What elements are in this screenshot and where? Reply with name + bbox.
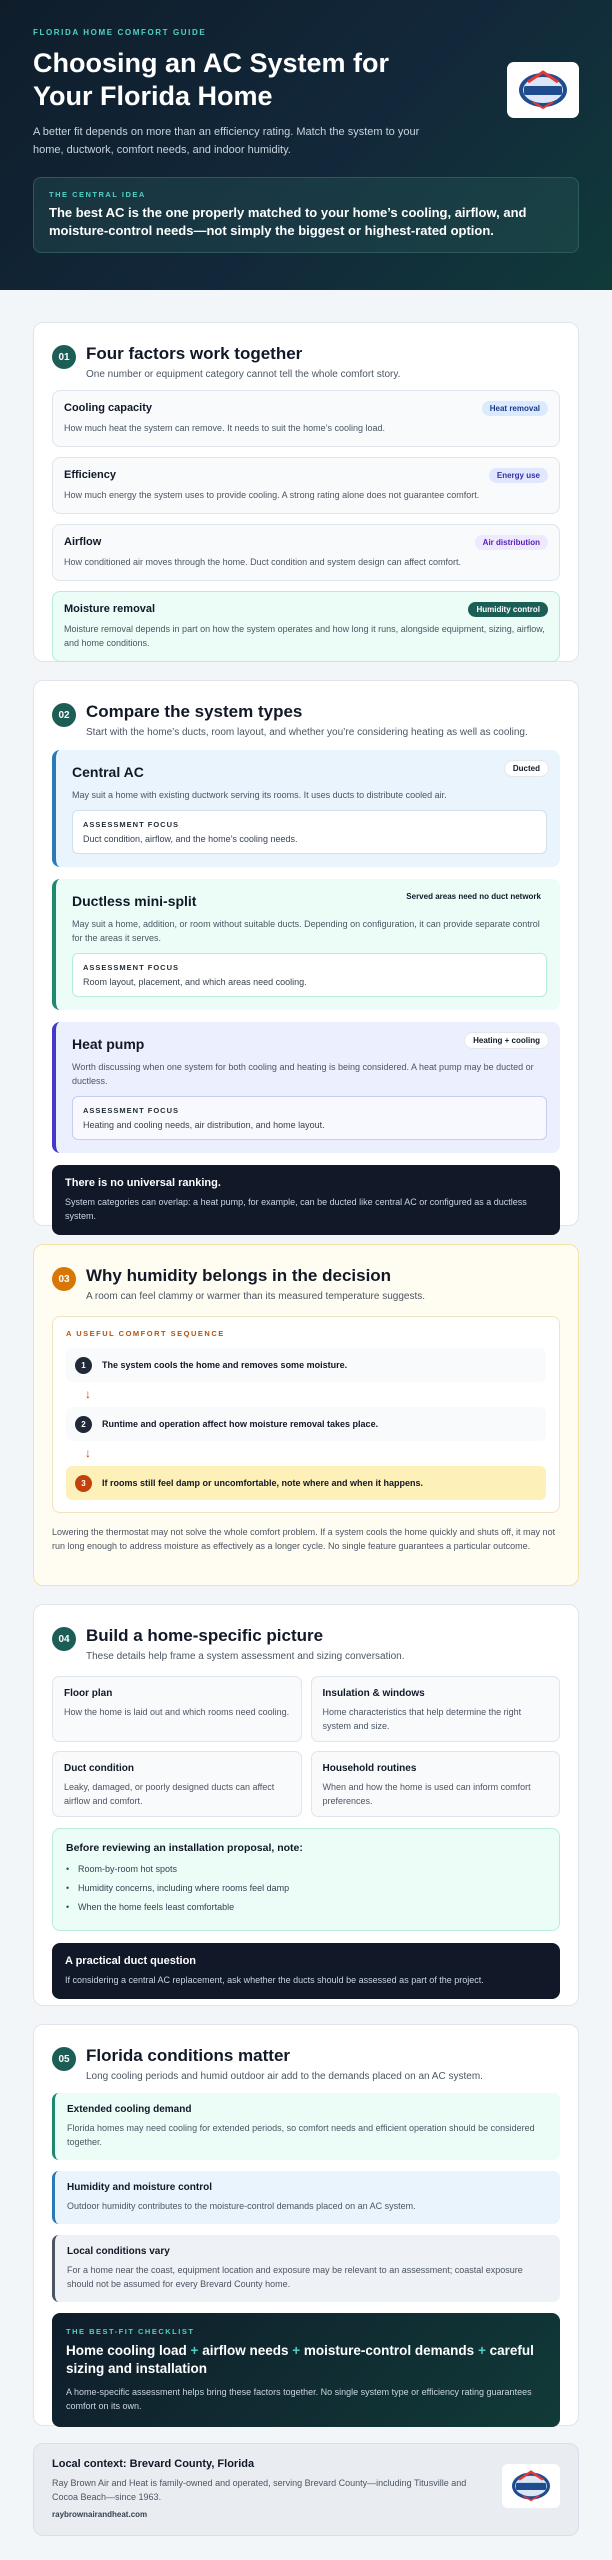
system-badge: Served areas need no duct network	[406, 892, 541, 901]
formula-term: airflow needs	[202, 2343, 289, 2358]
arrow-down-icon: ↓	[85, 1387, 91, 1401]
no-ranking-callout	[52, 1165, 560, 1235]
sequence-step-1	[66, 1348, 546, 1382]
section-home-picture	[33, 1604, 579, 2006]
focus-text: Room layout, placement, and which areas need cooling.	[83, 977, 307, 987]
checklist-item: • When the home feels least comfortable	[66, 1898, 546, 1917]
page-title: Choosing an AC System for Your Florida Home	[33, 48, 390, 111]
focus-text: Heating and cooling needs, air distribution, and home layout.	[83, 1120, 325, 1130]
factor-title: Cooling capacity	[64, 402, 153, 414]
system-ductless-mini-split	[52, 879, 560, 1010]
section-title: Florida conditions matter	[86, 2046, 291, 2065]
factor-title: Efficiency	[64, 469, 116, 481]
formula-term: careful sizing and installation	[66, 2343, 534, 2376]
plus-icon: +	[292, 2343, 301, 2358]
central-idea-text: The best AC is the one properly matched to your home’s cooling, airflow, and moisture-control needs—not simply the biggest or highest-rated option.	[49, 205, 527, 238]
condition-desc: For a home near the coast, equipment location and exposure may be relevant to an assessment; coastal exposure should not be assumed for every Brevard County home.	[67, 2265, 523, 2289]
sequence-label: A USEFUL COMFORT SEQUENCE	[66, 1329, 225, 1338]
focus-label: ASSESSMENT FOCUS	[83, 963, 180, 972]
checklist-item: • Humidity concerns, including where rooms feel damp	[66, 1879, 546, 1898]
detail-household-routines	[311, 1751, 561, 1817]
central-idea-box	[33, 177, 579, 253]
system-title: Central AC	[72, 764, 144, 780]
factor-title: Moisture removal	[64, 603, 156, 615]
callout-text: System categories can overlap: a heat pump, for example, can be ducted like central AC or configured as a ductless system.	[65, 1197, 527, 1221]
sequence-step-3	[66, 1466, 546, 1500]
formula-term: moisture-control demands	[303, 2343, 475, 2358]
section-header	[52, 2045, 560, 2082]
factor-title: Airflow	[64, 536, 102, 548]
detail-desc: How the home is laid out and which rooms need cooling.	[64, 1707, 290, 1717]
duct-question-callout	[52, 1943, 560, 1999]
detail-desc: When and how the home is used can inform comfort preferences.	[322, 1782, 531, 1806]
detail-desc: Home characteristics that help determine the right system and size.	[322, 1707, 522, 1731]
humidity-note: Lowering the thermostat may not solve the whole comfort problem. If a system cools the home quickly and shuts off, it may not run long enough to address moisture as effectively as a longer cycle. No single feature guarantees a particular outcome.	[52, 1527, 556, 1551]
system-title: Heat pump	[72, 1036, 145, 1052]
ray-brown-logo-icon	[514, 68, 572, 112]
section-header	[52, 1625, 560, 1662]
condition-local-variation	[52, 2235, 560, 2302]
comfort-sequence	[52, 1316, 560, 1513]
system-desc: May suit a home with existing ductwork serving its rooms. It uses ducts to distribute cooled air.	[72, 790, 447, 800]
section-subtitle: These details help frame a system assessment and sizing conversation.	[86, 1651, 405, 1662]
local-context-footer	[33, 2443, 579, 2536]
section-title: Build a home-specific picture	[86, 1626, 324, 1645]
section-subtitle: One number or equipment category cannot tell the whole comfort story.	[86, 369, 401, 380]
condition-title: Humidity and moisture control	[67, 2182, 213, 2193]
system-heat-pump	[52, 1022, 560, 1153]
step-number: 3	[75, 1475, 92, 1492]
best-fit-formula	[66, 2342, 546, 2378]
condition-desc: Outdoor humidity contributes to the moisture-control demands placed on an AC system.	[67, 2201, 416, 2211]
condition-desc: Florida homes may need cooling for extended periods, so comfort needs and efficient operation should be considered together.	[67, 2123, 535, 2147]
checklist-item: • Room-by-room hot spots	[66, 1860, 546, 1879]
factor-cooling-capacity	[52, 390, 560, 447]
ray-brown-logo-icon	[508, 2468, 554, 2504]
section-title: Compare the system types	[86, 702, 303, 721]
condition-title: Extended cooling demand	[67, 2104, 192, 2115]
plus-icon: +	[477, 2343, 486, 2358]
section-number: 01	[52, 345, 76, 369]
footer-website-link[interactable]: raybrownairandheat.com	[52, 2510, 148, 2519]
section-number: 04	[52, 1627, 76, 1651]
focus-text: Duct condition, airflow, and the home’s cooling needs.	[83, 834, 298, 844]
system-central-ac	[52, 750, 560, 867]
section-subtitle: A room can feel clammy or warmer than its measured temperature suggests.	[86, 1291, 426, 1302]
step-text: The system cools the home and removes some moisture.	[102, 1360, 348, 1370]
condition-extended-cooling	[52, 2093, 560, 2160]
section-florida-conditions	[33, 2024, 579, 2426]
callout-title: There is no universal ranking.	[65, 1177, 221, 1189]
checklist-title: Before reviewing an installation proposal, note:	[66, 1842, 303, 1854]
best-fit-label: THE BEST-FIT CHECKLIST	[66, 2327, 195, 2336]
condition-title: Local conditions vary	[67, 2246, 170, 2257]
checklist-items	[66, 1860, 546, 1917]
home-details-grid	[52, 1676, 560, 1817]
section-subtitle: Start with the home’s ducts, room layout, and whether you’re considering heating as well as cooling.	[86, 727, 528, 738]
section-subtitle: Long cooling periods and humid outdoor air add to the demands placed on an AC system.	[86, 2071, 483, 2082]
company-logo[interactable]	[507, 62, 579, 118]
step-number: 2	[75, 1416, 92, 1433]
best-fit-checklist	[52, 2313, 560, 2427]
hero-header	[0, 0, 612, 290]
factor-desc: How much heat the system can remove. It needs to suit the home’s cooling load.	[64, 423, 386, 433]
section-title: Four factors work together	[86, 344, 303, 363]
step-text: Runtime and operation affect how moisture removal takes place.	[102, 1419, 379, 1429]
factor-desc: How conditioned air moves through the home. Duct condition and system design can affect comfort.	[64, 557, 462, 567]
detail-desc: Leaky, damaged, or poorly designed ducts can affect airflow and comfort.	[64, 1782, 275, 1806]
step-text: If rooms still feel damp or uncomfortable, note where and when it happens.	[102, 1478, 424, 1488]
callout-title: A practical duct question	[65, 1955, 197, 1967]
header-kicker: FLORIDA HOME COMFORT GUIDE	[33, 28, 207, 37]
page-subtitle: A better fit depends on more than an efficiency rating. Match the system to your home, ductwork, comfort needs, and indoor humidity.	[33, 126, 420, 156]
detail-insulation-windows	[311, 1676, 561, 1742]
footer-desc: Ray Brown Air and Heat is family-owned and operated, serving Brevard County—including Titusville and Cocoa Beach—since 1963.	[52, 2478, 467, 2502]
detail-title: Duct condition	[64, 1763, 134, 1774]
factor-badge: Energy use	[489, 468, 548, 483]
detail-title: Floor plan	[64, 1688, 113, 1699]
section-four-factors	[33, 322, 579, 662]
assessment-focus	[72, 1096, 547, 1140]
sequence-step-2	[66, 1407, 546, 1441]
section-system-types	[33, 680, 579, 1226]
section-title: Why humidity belongs in the decision	[86, 1266, 392, 1285]
section-header	[52, 701, 560, 738]
detail-title: Insulation & windows	[322, 1688, 425, 1699]
factor-desc: How much energy the system uses to provide cooling. A strong rating alone does not guarantee comfort.	[64, 490, 480, 500]
factor-badge: Air distribution	[475, 535, 548, 550]
system-desc: Worth discussing when one system for both cooling and heating is being considered. A heat pump may be ducted or ductless.	[72, 1062, 534, 1086]
system-badge: Heating + cooling	[464, 1032, 549, 1049]
footer-logo[interactable]	[502, 2464, 560, 2508]
section-header	[52, 343, 560, 380]
system-title: Ductless mini-split	[72, 893, 197, 909]
section-number: 02	[52, 703, 76, 727]
arrow-down-icon: ↓	[85, 1446, 91, 1460]
formula-term: Home cooling load	[66, 2343, 187, 2358]
central-idea-label: THE CENTRAL IDEA	[49, 190, 146, 199]
proposal-checklist	[52, 1828, 560, 1931]
step-number: 1	[75, 1357, 92, 1374]
factor-desc: Moisture removal depends in part on how the system operates and how long it runs, alongside equipment, sizing, airflow, and home conditions.	[64, 624, 545, 648]
factor-badge: Humidity control	[468, 602, 548, 617]
condition-humidity	[52, 2171, 560, 2224]
section-humidity	[33, 1244, 579, 1586]
section-number: 03	[52, 1267, 76, 1291]
plus-icon: +	[190, 2343, 199, 2358]
system-badge: Ducted	[504, 760, 549, 777]
detail-floor-plan	[52, 1676, 302, 1742]
factor-airflow	[52, 524, 560, 581]
factor-moisture-removal	[52, 591, 560, 662]
assessment-focus	[72, 810, 547, 854]
detail-duct-condition	[52, 1751, 302, 1817]
section-header	[52, 1265, 560, 1302]
detail-title: Household routines	[322, 1763, 417, 1774]
factor-efficiency	[52, 457, 560, 514]
focus-label: ASSESSMENT FOCUS	[83, 820, 180, 829]
focus-label: ASSESSMENT FOCUS	[83, 1106, 180, 1115]
factor-badge: Heat removal	[482, 401, 548, 416]
assessment-focus	[72, 953, 547, 997]
footer-title: Local context: Brevard County, Florida	[52, 2458, 255, 2470]
callout-text: If considering a central AC replacement, ask whether the ducts should be assessed as part of the project.	[65, 1975, 484, 1985]
system-desc: May suit a home, addition, or room without suitable ducts. Depending on configuration, it can provide separate control for the areas it serves.	[72, 919, 540, 943]
section-number: 05	[52, 2047, 76, 2071]
best-fit-desc: A home-specific assessment helps bring these factors together. No single system type or efficiency rating guarantees comfort on its own.	[66, 2387, 532, 2411]
